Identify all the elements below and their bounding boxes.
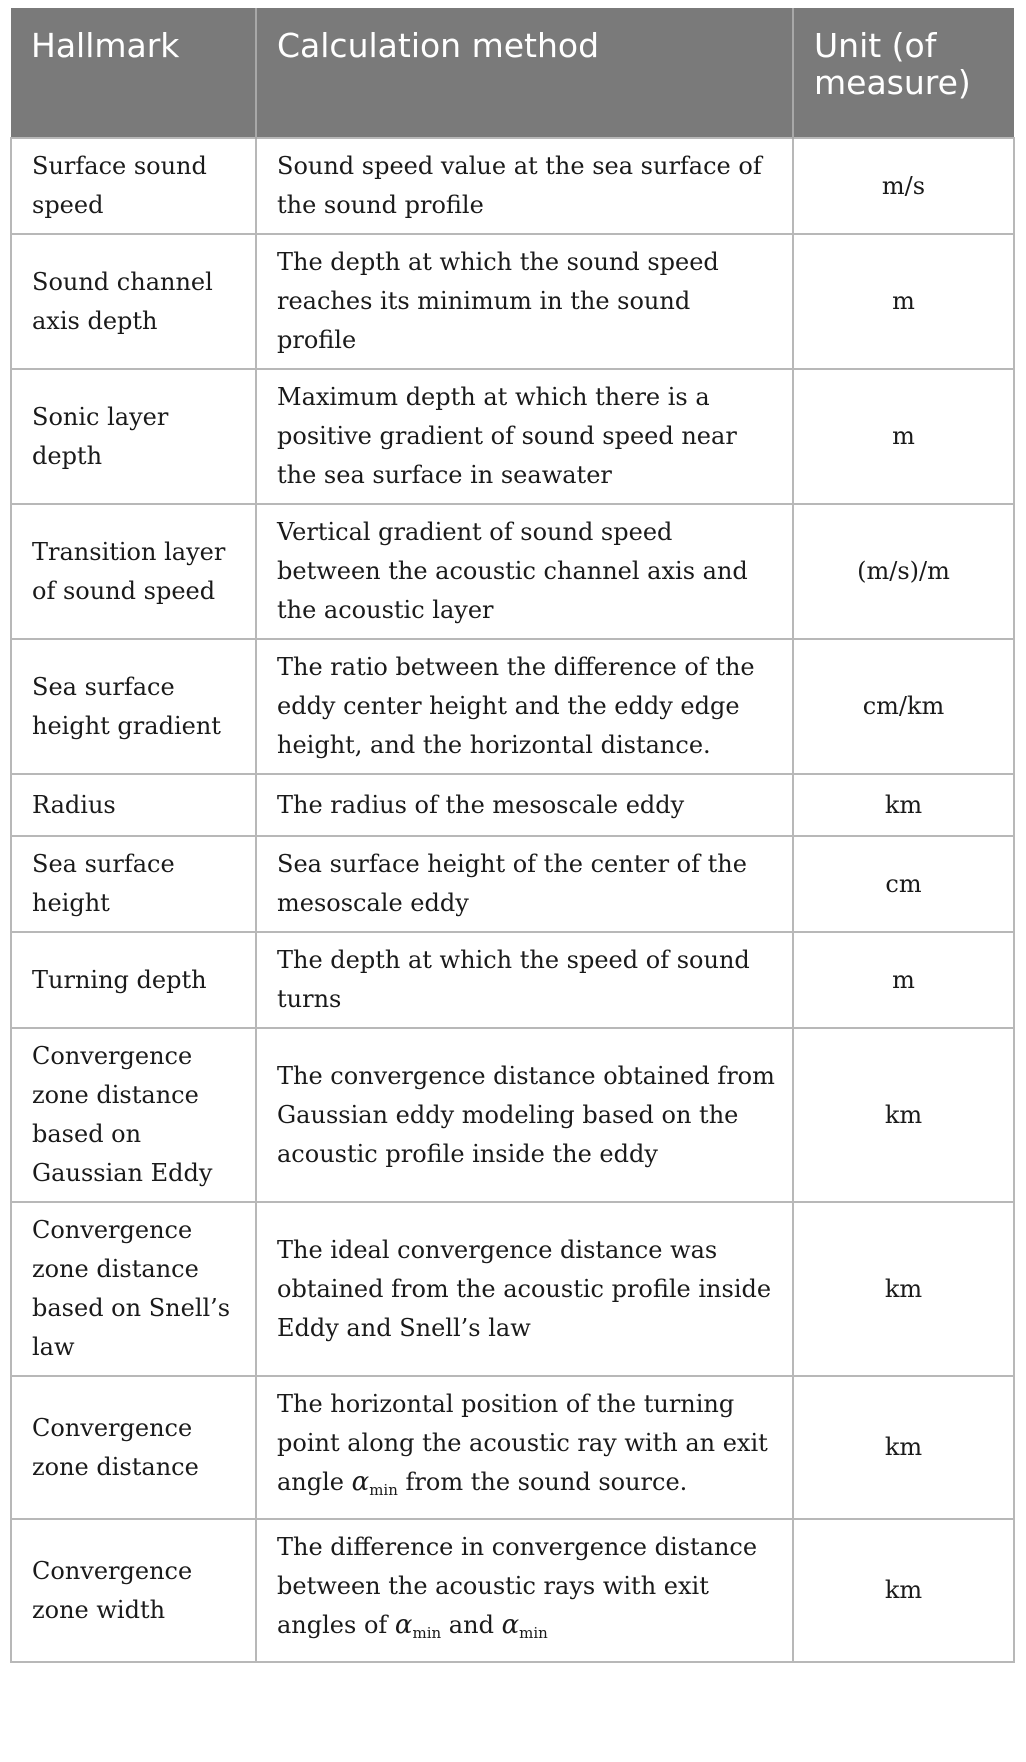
method-cell: The ideal convergence distance was obtained from the acoustic profile inside Eddy and Snell’s law (256, 1202, 793, 1376)
unit-cell: m (793, 369, 1014, 504)
method-cell: The convergence distance obtained from Gaussian eddy modeling based on the acoustic profile inside the eddy (256, 1028, 793, 1202)
hallmark-cell: Sea surface height gradient (11, 639, 256, 774)
header-unit: Unit (of measure) (793, 8, 1014, 138)
table-row (11, 1028, 1014, 1202)
method-cell: Sea surface height of the center of the mesoscale eddy (256, 836, 793, 932)
header-calculation-method: Calculation method (256, 8, 793, 138)
table-row (11, 504, 1014, 639)
table-row (11, 639, 1014, 774)
hallmark-cell: Convergence zone width (11, 1519, 256, 1662)
method-cell: Sound speed value at the sea surface of the sound profile (256, 138, 793, 234)
table-row (11, 1376, 1014, 1519)
unit-cell: m/s (793, 138, 1014, 234)
unit-cell: km (793, 1028, 1014, 1202)
unit-cell: km (793, 1519, 1014, 1662)
hallmark-cell: Radius (11, 774, 256, 836)
method-cell: The ratio between the difference of the eddy center height and the eddy edge height, and the horizontal distance. (256, 639, 793, 774)
table-row (11, 369, 1014, 504)
hallmark-cell: Sound channel axis depth (11, 234, 256, 369)
method-cell: Vertical gradient of sound speed between the acoustic channel axis and the acoustic layer (256, 504, 793, 639)
unit-cell: cm (793, 836, 1014, 932)
method-cell: The depth at which the sound speed reaches its minimum in the sound profile (256, 234, 793, 369)
method-cell: The depth at which the speed of sound turns (256, 932, 793, 1028)
method-cell: The horizontal position of the turning point along the acoustic ray with an exit angle $\alpha_{min}$ from the sound source. (256, 1376, 793, 1519)
unit-cell: km (793, 1376, 1014, 1519)
table-row (11, 836, 1014, 932)
table-row (11, 1202, 1014, 1376)
unit-cell: km (793, 1202, 1014, 1376)
header-hallmark: Hallmark (11, 8, 256, 138)
hallmark-cell: Convergence zone distance (11, 1376, 256, 1519)
unit-cell: m (793, 932, 1014, 1028)
table-row (11, 234, 1014, 369)
unit-cell: m (793, 234, 1014, 369)
table-row (11, 138, 1014, 234)
alpha-symbol: $\alpha_{min}$ (394, 1610, 442, 1642)
table-row (11, 1519, 1014, 1662)
hallmark-cell: Sea surface height (11, 836, 256, 932)
method-cell: The difference in convergence distance between the acoustic rays with exit angles of $\alpha_{min}$ and $\alpha_{min}$ (256, 1519, 793, 1662)
table-row (11, 932, 1014, 1028)
table-row (11, 774, 1014, 836)
hallmark-cell: Convergence zone distance based on Gaussian Eddy (11, 1028, 256, 1202)
method-cell: The radius of the mesoscale eddy (256, 774, 793, 836)
header-row (11, 8, 1014, 138)
unit-cell: km (793, 774, 1014, 836)
unit-cell: (m/s)/m (793, 504, 1014, 639)
method-cell: Maximum depth at which there is a positive gradient of sound speed near the sea surface in seawater (256, 369, 793, 504)
hallmarks-table (10, 8, 1015, 1663)
alpha-symbol: $\alpha_{min}$ (351, 1467, 398, 1499)
hallmark-cell: Sonic layer depth (11, 369, 256, 504)
unit-cell: cm/km (793, 639, 1014, 774)
alpha-symbol: $\alpha_{min}$ (501, 1610, 548, 1642)
hallmark-cell: Turning depth (11, 932, 256, 1028)
hallmark-cell: Surface sound speed (11, 138, 256, 234)
hallmark-cell: Convergence zone distance based on Snell’s law (11, 1202, 256, 1376)
hallmark-cell: Transition layer of sound speed (11, 504, 256, 639)
